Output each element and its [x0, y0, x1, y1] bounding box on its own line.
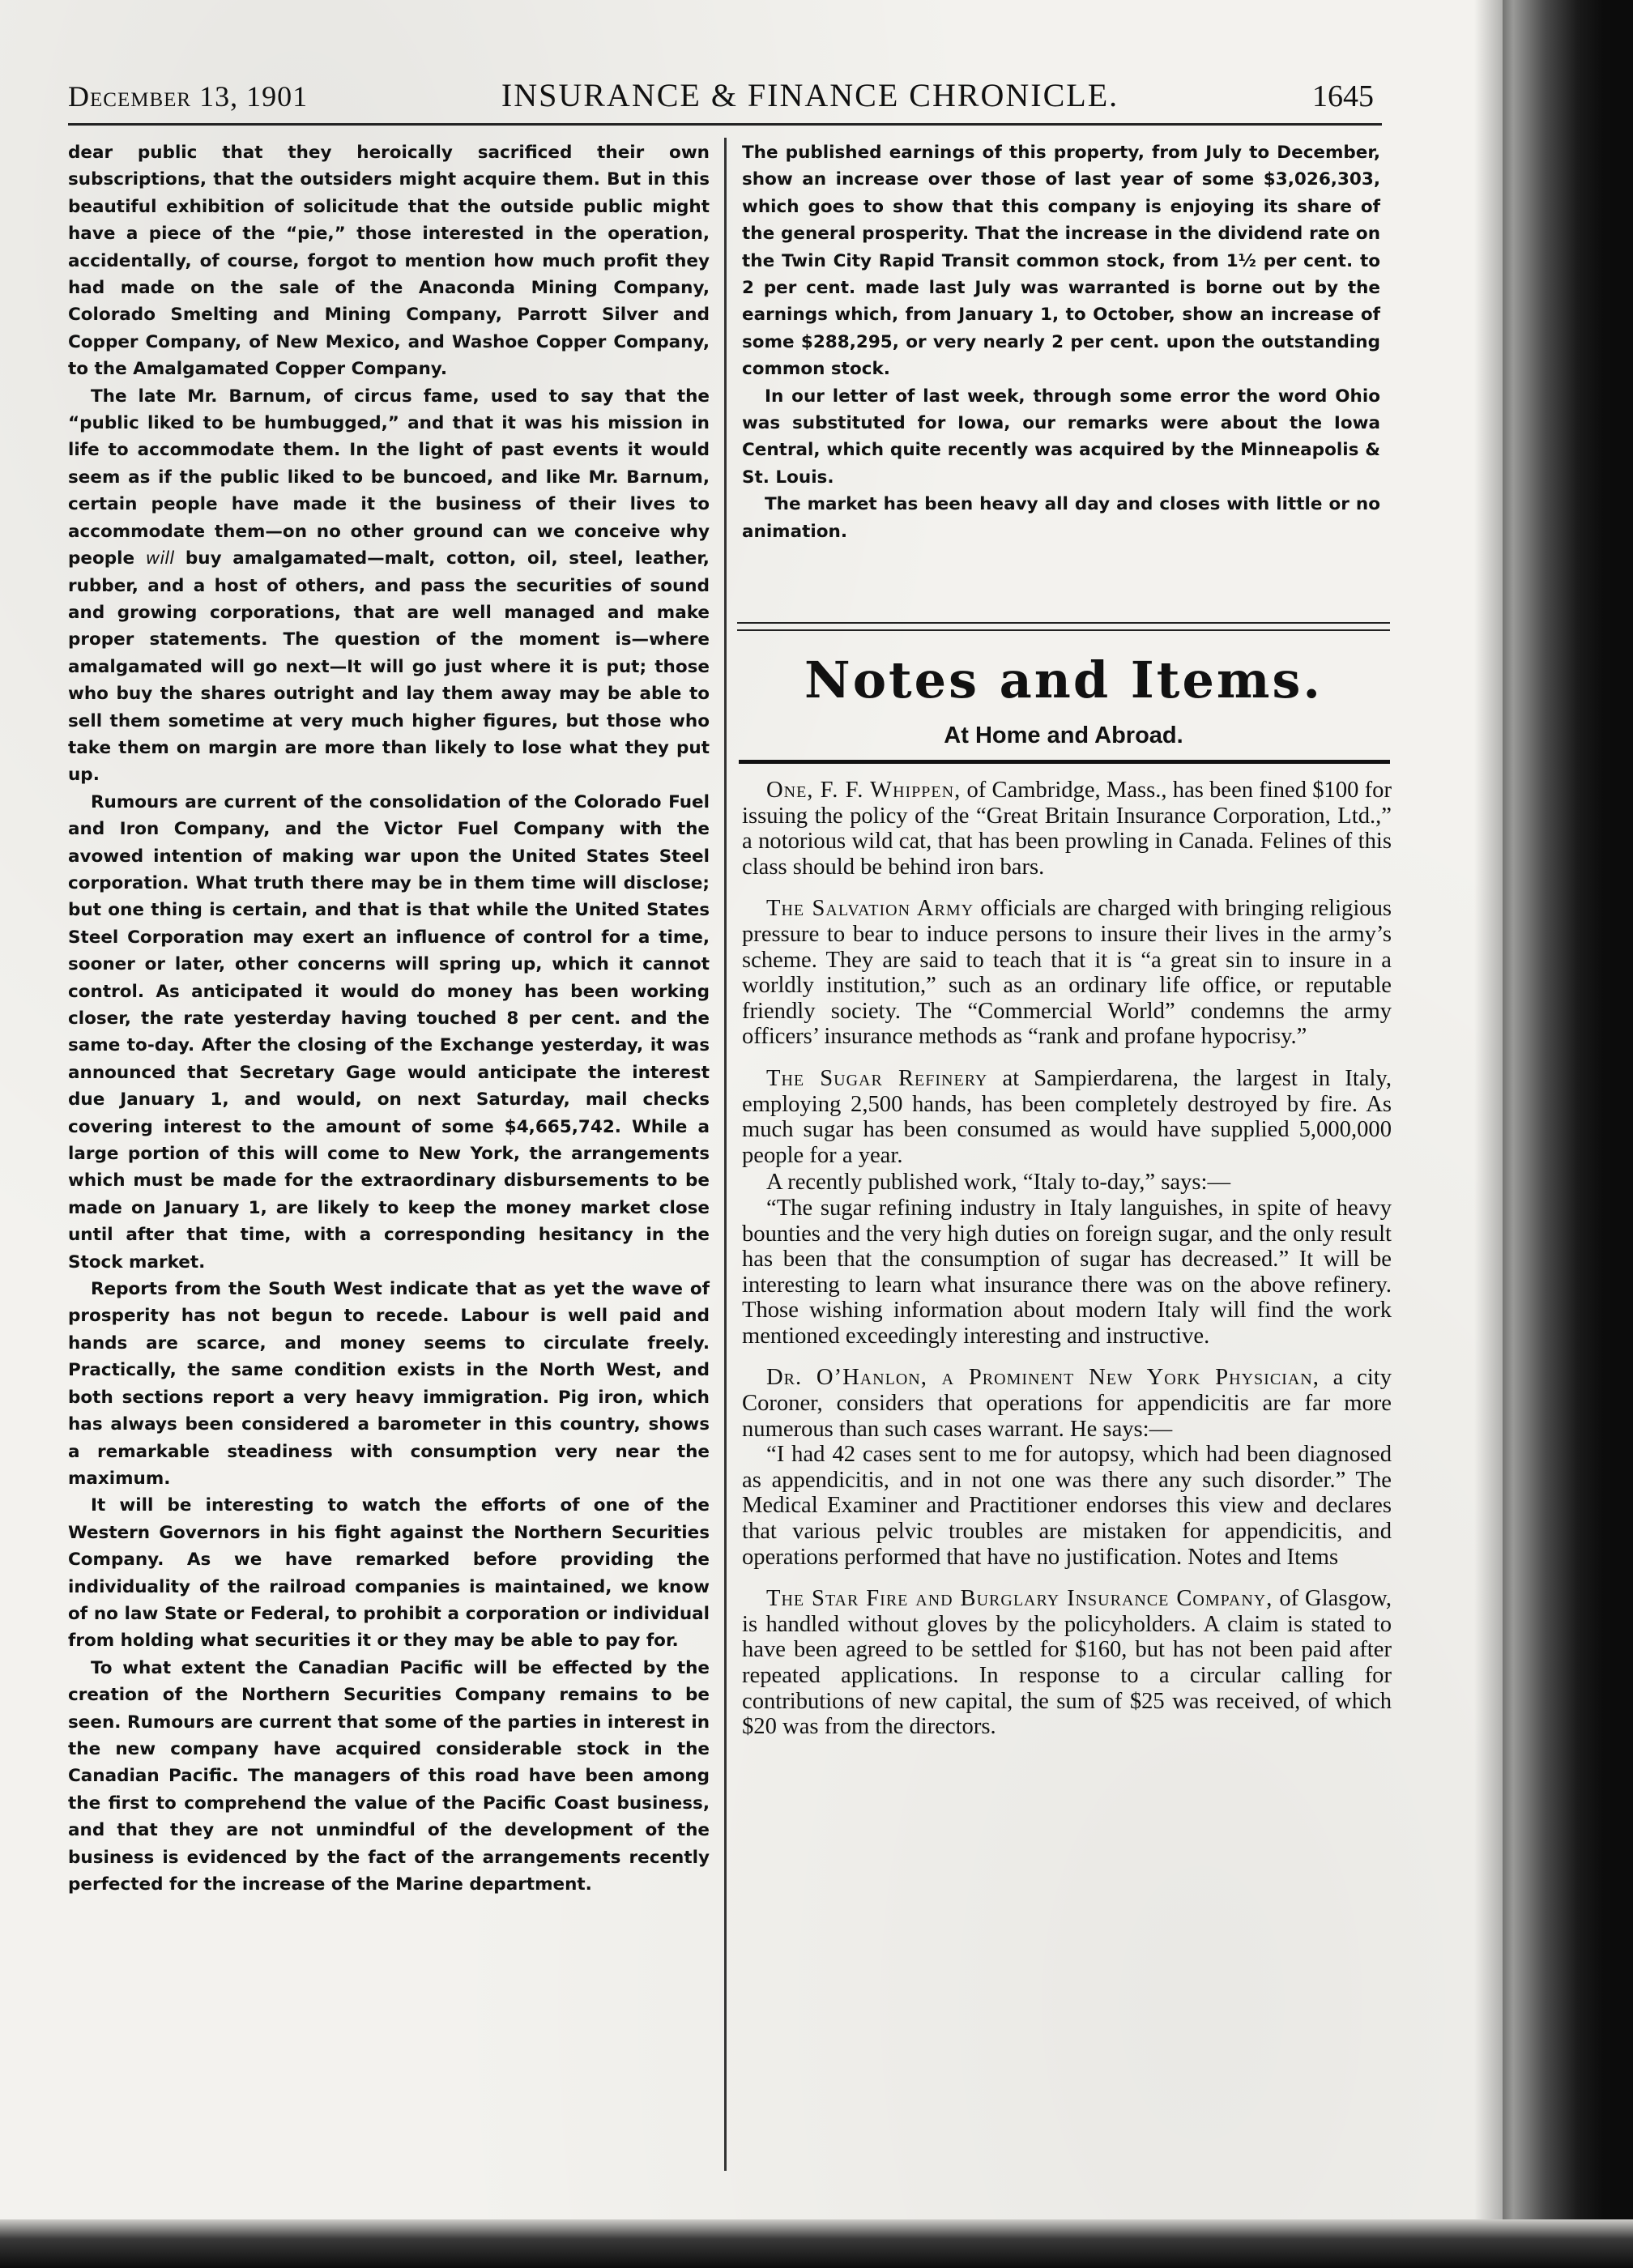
paragraph-text: buy amalgamated—malt, cotton, oil, steel, leather, rubber, and a host of others, and pass the securities of sound and growing corporations, that are well managed and make proper statements. The question of the moment is—where amalgamated will go next—It will go just where it is put; those who buy the shares outright and lay them away may be able to sell them sometime at very much higher figures, but those who take them on margin are more than likely to lose what they put up.	[68, 548, 710, 786]
article-paragraph: The published earnings of this property, from July to December, show an increase over those of last year of some $3,026,303, which goes to show that this company is enjoying its share of the general prosperity. That the increase in the dividend rate on the Twin City Rapid Transit common stock, from 1½ per cent. to 2 per cent. made last July was warranted is borne out by the earnings which, from January 1, to October, show an increase of some $288,295, or very nearly 2 per cent. upon the outstanding common stock.	[742, 143, 1380, 380]
header-rule	[68, 123, 1382, 126]
note-lead: The Salvation Army	[766, 896, 974, 922]
section-rule	[737, 622, 1390, 631]
article-paragraph: To what extent the Canadian Pacific will be effected by the creation of the Northern Securities Company remains to be seen. Rumours are current that some of the parties in interest in the new company have acquired considerable stock in the Canadian Pacific. The managers of this road have been among the first to comprehend the value of the Pacific Coast business, and that they are not unmindful of the development of the business is evidenced by the fact of the arrangements recently perfected for the increase of the Marine department.	[68, 1657, 710, 1895]
note-lead: Dr. O’Hanlon, a Prominent New York Physician,	[766, 1365, 1320, 1391]
page-bottom-shadow	[0, 2219, 1633, 2268]
section-subtitle: At Home and Abroad.	[944, 723, 1183, 748]
paragraph-text: The late Mr. Barnum, of circus fame, used to say that the “public liked to be humbugged,” and that it was his mission in life to accommodate them. In the light of past events it would seem as if the public liked to be buncoed, and like Mr. Barnum, certain people have made it the business of their lives to accommodate them—on no other ground can we conceive why people	[68, 386, 710, 569]
article-paragraph: dear public that they heroically sacrificed their own subscriptions, that the outsiders might acquire them. But in this beautiful exhibition of solicitude that the outside public might have a piece of the “pie,” those interested in the operation, accidentally, of course, forgot to mention how much profit they had made on the sale of the Anaconda Mining Company, Colorado Smelting and Mining Company, Parrott Silver and Copper Company, of New Mexico, and Washoe Copper Company, to the Amalgamated Copper Company.	[68, 143, 710, 380]
note-item	[742, 778, 1392, 880]
article-paragraph: It will be interesting to watch the efforts of one of the Western Governors in his fight against the Northern Securities Company. As we have remarked before providing the individuality of the railroad companies is maintained, we know of no law State or Federal, to prohibit a corporation or individual from holding what securities it or they may be able to pay for.	[68, 1495, 710, 1652]
column-divider	[724, 138, 727, 2171]
article-paragraph: In our letter of last week, through some error the word Ohio was substituted for Iowa, our remarks were about the Iowa Central, which quite recently was acquired by the Minneapolis & St. Louis.	[742, 386, 1380, 488]
right-column-notes	[742, 778, 1392, 1756]
section-rule-thick	[739, 760, 1390, 764]
note-item	[742, 1365, 1392, 1442]
article-paragraph: Rumours are current of the consolidation of the Colorado Fuel and Iron Company, and the Victor Fuel Company with the avowed intention of making war upon the United States Steel corporation. What truth there may be in them time will disclose; but one thing is certain, and that is that while the United States Steel Corporation may exert an influence of control for a time, sooner or later, other concerns will spring up, which it cannot control. As anticipated it would do money has been working closer, the rate yesterday having touched 8 per cent. and the same to-day. After the closing of the Exchange yesterday, it was announced that Secretary Gage would anticipate the interest due January 1, and would, on next Saturday, mail checks covering interest to the amount of some $4,665,742. While a large portion of this will come to New York, the arrangements which must be made for the extraordinary disbursements to be made on January 1, are likely to keep the money market close until after that time, with a corresponding hesitancy in the Stock market.	[68, 791, 710, 1273]
note-body: at Sampierdarena, the largest in Italy, employing 2,500 hands, has been completely destroyed by fire. As much sugar has been consumed as would have supplied 5,000,000 people for a year.	[742, 1065, 1392, 1168]
left-column	[68, 139, 710, 1898]
note-body: of Glasgow, is handled without gloves by the policyholders. A claim is stated to have been agreed to be settled for $160, but has not been paid after repeated applications. In response to a circular calling for contributions of new capital, the sum of $25 was received, of which $20 was from the directors.	[742, 1586, 1392, 1740]
note-lead: The Sugar Refinery	[766, 1065, 988, 1091]
note-lead: One, F. F. Whippen,	[766, 778, 961, 803]
note-item	[742, 896, 1392, 1050]
article-paragraph: The market has been heavy all day and closes with little or no animation.	[742, 494, 1380, 542]
note-lead: The Star Fire and Burglary Insurance Company,	[766, 1586, 1273, 1612]
page-header	[68, 76, 1374, 117]
note-continuation: A recently published work, “Italy to-day,” says:—	[766, 1170, 1231, 1196]
right-column-top	[742, 139, 1380, 545]
article-paragraph: Reports from the South West indicate that as yet the wave of prosperity has not begun to recede. Labour is well paid and hands are scarce, and money seems to circulate freely. Practically, the same condition exists in the North West, and both sections report a very heavy immigration. Pig iron, which has always been considered a barometer in this country, shows a remarkable steadiness with consumption very near the maximum.	[68, 1279, 710, 1489]
issue-date: December 13, 1901	[68, 80, 309, 113]
note-quote: “The sugar refining industry in Italy languishes, in spite of heavy bounties and the very high duties on foreign sugar, and the only result has been that the consumption of sugar has decreased.” It will be interesting to learn what insurance there was on the above refinery. Those wishing information about modern Italy will find the work mentioned exceedingly interesting and instructive.	[742, 1195, 1392, 1349]
note-item	[742, 1586, 1392, 1740]
note-body: officials are charged with bringing religious pressure to bear to induce persons to insure their lives in the army’s scheme. They are said to teach that it is “a great sin to insure in a worldly institution,” such as an ordinary life office, or reputable friendly society. The “Commercial World” condemns the army officers’ insurance methods as “rank and profane hypocrisy.”	[742, 896, 1392, 1050]
page-number: 1645	[1311, 79, 1374, 113]
article-paragraph	[68, 383, 710, 789]
note-quote: “I had 42 cases sent to me for autopsy, which had been diagnosed as appendicitis, and in not one was there any such disorder.” The Medical Examiner and Practitioner endorses this view and declares that various pelvic troubles are mistaken for appendicitis, and operations performed that have no justification. Notes and Items	[742, 1442, 1392, 1570]
emphasis-text: will	[145, 548, 175, 569]
page-edge-shadow	[1474, 0, 1604, 2268]
publication-title: INSURANCE & FINANCE CHRONICLE.	[501, 77, 1119, 113]
note-item	[742, 1066, 1392, 1168]
note-body: a city Coroner, considers that operations for appendicitis are far more numerous than such cases warrant. He says:—	[742, 1365, 1392, 1442]
note-body: of Cambridge, Mass., has been fined $100 for issuing the policy of the “Great Britain Insurance Corporation, Ltd.,” a notorious wild cat, that has been prowling in Canada. Felines of this class should be behind iron bars.	[742, 778, 1392, 880]
section-title: Notes and Items.	[804, 650, 1323, 710]
